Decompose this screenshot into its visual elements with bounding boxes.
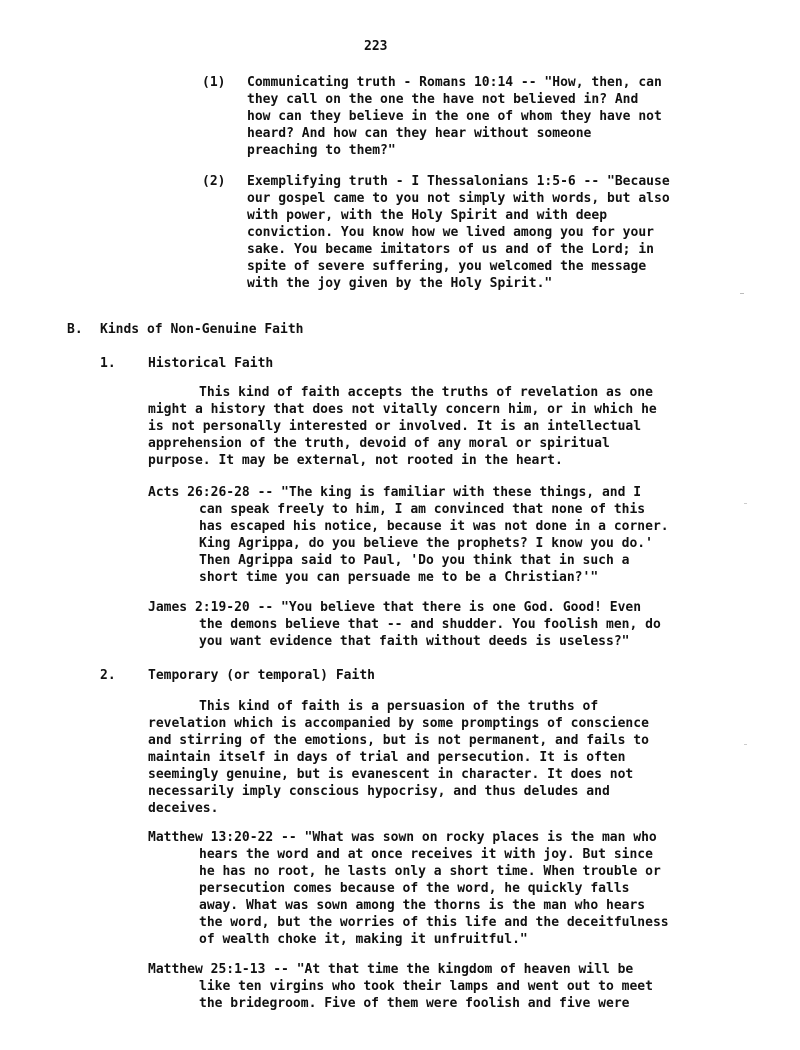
subsection-2-heading: Temporary (or temporal) Faith [148,668,375,683]
item-2-text [247,173,670,292]
text-line: King Agrippa, do you believe the prophets? I know you do.' [199,536,653,551]
text-line: you want evidence that faith without deeds is useless?" [199,634,630,649]
subsection-1-heading: Historical Faith [148,356,274,371]
text-line: Matthew 25:1-13 -- "At that time the kingdom of heaven will be [148,962,634,977]
subsection-1-marker: 1. [100,356,116,371]
text-line: spite of severe suffering, you welcomed the message [247,259,647,274]
text-line: Exemplifying truth - I Thessalonians 1:5-6 -- "Because [247,174,670,189]
text-line: hears the word and at once receives it with joy. But since [199,847,653,862]
text-line: our gospel came to you not simply with words, but also [247,191,670,206]
text-line: purpose. It may be external, not rooted in the heart. [148,453,563,468]
subsection-2-marker: 2. [100,668,116,683]
text-line: maintain itself in days of trial and persecution. It is often [148,750,626,765]
scripture-quote [148,961,653,1012]
item-1-marker: (1) [202,75,226,90]
scan-mark [744,503,747,504]
text-line: persecution comes because of the word, he quickly falls [199,881,630,896]
text-line: has escaped his notice, because it was not done in a corner. [199,519,669,534]
text-line: This kind of faith is a persuasion of the truths of [199,699,599,714]
scripture-quote [148,484,669,586]
text-line: preaching to them?" [247,143,396,158]
text-line: the word, but the worries of this life and the deceitfulness [199,915,669,930]
text-line: short time you can persuade me to be a Christian?'" [199,570,599,585]
item-1-text [247,74,662,159]
text-line: like ten virgins who took their lamps and went out to meet [199,979,653,994]
text-line: is not personally interested or involved. It is an intellectual [148,419,642,434]
subsection-1-paragraph [148,384,657,469]
text-line: the demons believe that -- and shudder. You foolish men, do [199,617,661,632]
scripture-quote [148,599,661,650]
scan-mark [740,293,744,294]
text-line: they call on the one the have not believed in? And [247,92,639,107]
text-line: This kind of faith accepts the truths of revelation as one [199,385,653,400]
scan-mark [744,744,747,745]
text-line: and stirring of the emotions, but is not permanent, and fails to [148,733,649,748]
text-line: might a history that does not vitally concern him, or in which he [148,402,657,417]
text-line: necessarily imply conscious hypocrisy, and thus deludes and [148,784,610,799]
text-line: away. What was sown among the thorns is the man who hears [199,898,646,913]
page-number: 223 [364,39,388,54]
text-line: Communicating truth - Romans 10:14 -- "How, then, can [247,75,662,90]
text-line: conviction. You know how we lived among you for your [247,225,654,240]
text-line: revelation which is accompanied by some promptings of conscience [148,716,649,731]
text-line: apprehension of the truth, devoid of any moral or spiritual [148,436,610,451]
section-b-marker: B. [67,322,83,337]
text-line: Acts 26:26-28 -- "The king is familiar with these things, and I [148,485,642,500]
text-line: how can they believe in the one of whom they have not [247,109,662,124]
subsection-2-paragraph [148,698,649,817]
text-line: heard? And how can they hear without someone [247,126,592,141]
text-line: with the joy given by the Holy Spirit." [247,276,553,291]
scripture-quote [148,829,669,948]
text-line: of wealth choke it, making it unfruitful." [199,932,528,947]
section-b-heading: Kinds of Non-Genuine Faith [100,322,304,337]
item-2-marker: (2) [202,174,226,189]
text-line: Then Agrippa said to Paul, 'Do you think that in such a [199,553,630,568]
text-line: he has no root, he lasts only a short time. When trouble or [199,864,661,879]
text-line: can speak freely to him, I am convinced that none of this [199,502,646,517]
text-line: with power, with the Holy Spirit and with deep [247,208,608,223]
text-line: deceives. [148,801,219,816]
text-line: sake. You became imitators of us and of the Lord; in [247,242,654,257]
text-line: Matthew 13:20-22 -- "What was sown on rocky places is the man who [148,830,657,845]
text-line: James 2:19-20 -- "You believe that there is one God. Good! Even [148,600,642,615]
text-line: the bridegroom. Five of them were foolish and five were [199,996,630,1011]
text-line: seemingly genuine, but is evanescent in character. It does not [148,767,634,782]
